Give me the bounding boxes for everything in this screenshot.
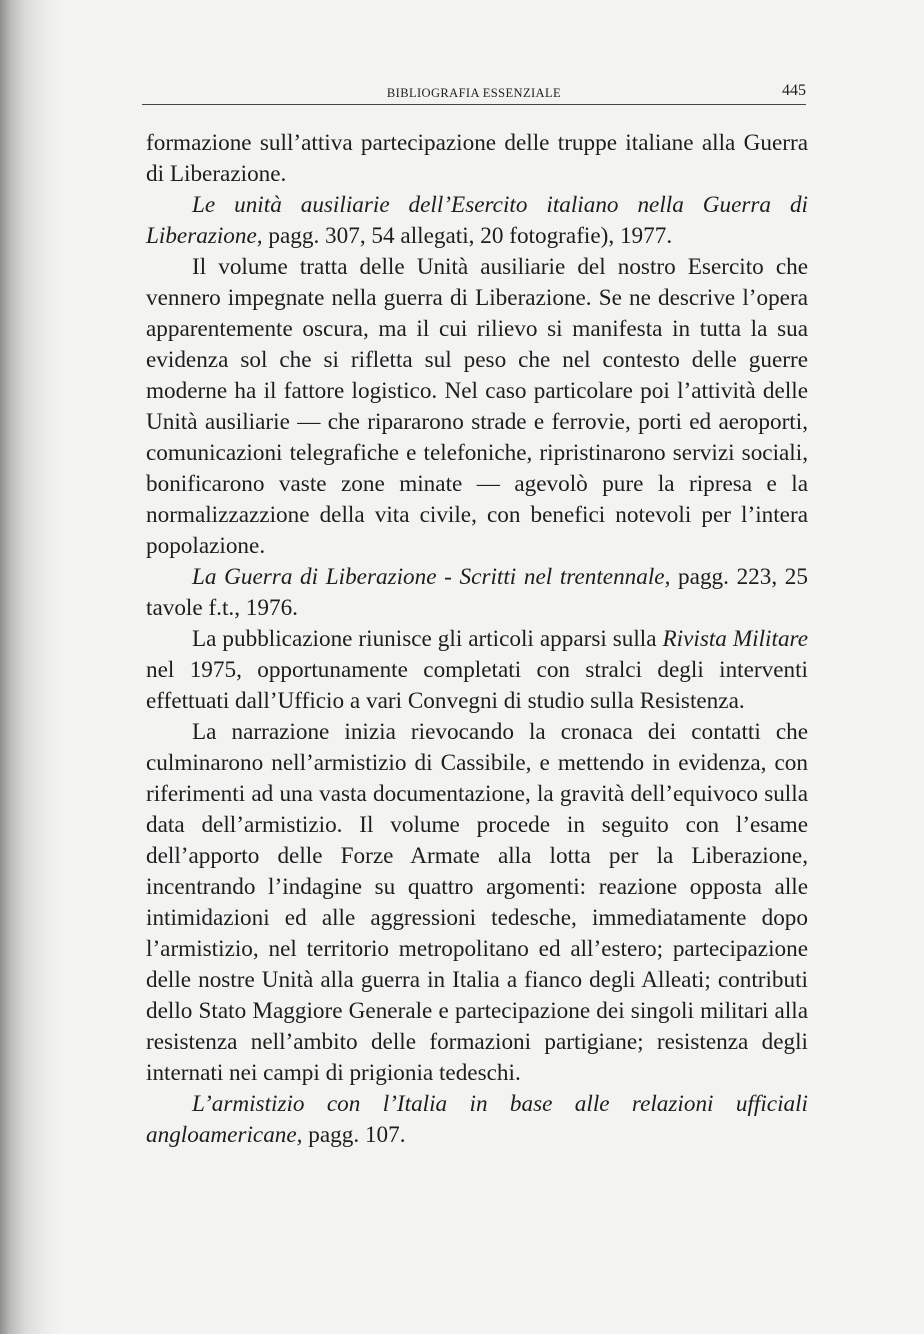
book-title: La Guerra di Liberazione - Scritti nel trentennale,: [192, 564, 671, 590]
body-text: [146, 128, 808, 1151]
paragraph-description: Il volume tratta delle Unità ausiliarie del nostro Esercito che vennero impegnate nella guerra di Liberazione. Se ne descrive l’opera apparentemente oscura, ma il cui rilievo si manifesta in tutta la sua evidenza sol che si rifletta sul peso che nel contesto delle guerre moderne ha il fattore logistico. Nel caso particolare poi l’attività delle Unità ausiliarie — che ripararono strade e ferrovie, porti ed aeroporti, comunicazioni telegrafiche e telefoniche, ripristinarono servizi sociali, bonificarono vaste zone minate — agevolò pure la ripresa e la normalizzazzione della vita civile, con benefici notevoli per l’intera popolazione.: [146, 254, 808, 559]
book-title: Le unità ausiliarie dell’Esercito italiano nella Guerra di Liberazione,: [146, 192, 808, 249]
book-details: pagg. 307, 54 allegati, 20 fotografie), 1977.: [262, 223, 673, 249]
page-number: 445: [782, 82, 806, 99]
running-header: [142, 80, 806, 105]
book-details: pagg. 107.: [302, 1122, 406, 1148]
bibliography-entry-armistizio: [146, 1089, 808, 1151]
header-title: BIBLIOGRAFIA ESSENZIALE: [386, 86, 562, 100]
journal-title: Rivista Militare: [662, 626, 808, 652]
bibliography-entry-unita-ausiliarie: [146, 190, 808, 252]
paragraph-description: La narrazione inizia rievocando la cronaca dei contatti che culminarono nell’armistizio di Cassibile, e mettendo in evidenza, con riferimenti ad una vasta documentazione, la gravità dell’equivoco sulla data dell’armistizio. Il volume procede in seguito con l’esame dell’apporto delle Forze Armate alla lotta per la Liberazione, incentrando l’indagine su quattro argomenti: reazione opposta alle intimidazioni ed alle aggressioni tedesche, immediatamente dopo l’armistizio, nel territorio metropolitano ed all’estero; partecipazione delle nostre Unità alla guerra in Italia a fianco degli Alleati; contributi dello Stato Maggiore Generale e partecipazione dei singoli militari alla resistenza nell’ambito delle formazioni partigiane; resistenza degli internati nei campi di prigionia tedeschi.: [146, 719, 808, 1086]
paragraph-continuation: formazione sull’attiva partecipazione delle truppe italiane alla Guerra di Liberazione.: [146, 130, 808, 187]
paragraph-description: La pubblicazione riunisce gli articoli apparsi sulla Rivista Militare nel 1975, opportunamente completati con stralci degli interventi effettuati dall’Ufficio a vari Convegni di studio sulla Resistenza.: [146, 626, 808, 714]
bibliography-entry-guerra-di-liberazione: [146, 562, 808, 624]
book-title: L’armistizio con l’Italia in base alle relazioni ufficiali angloamericane,: [146, 1091, 808, 1148]
book-details: pagg. 223, 25 tavole f.t., 1976.: [146, 564, 808, 621]
